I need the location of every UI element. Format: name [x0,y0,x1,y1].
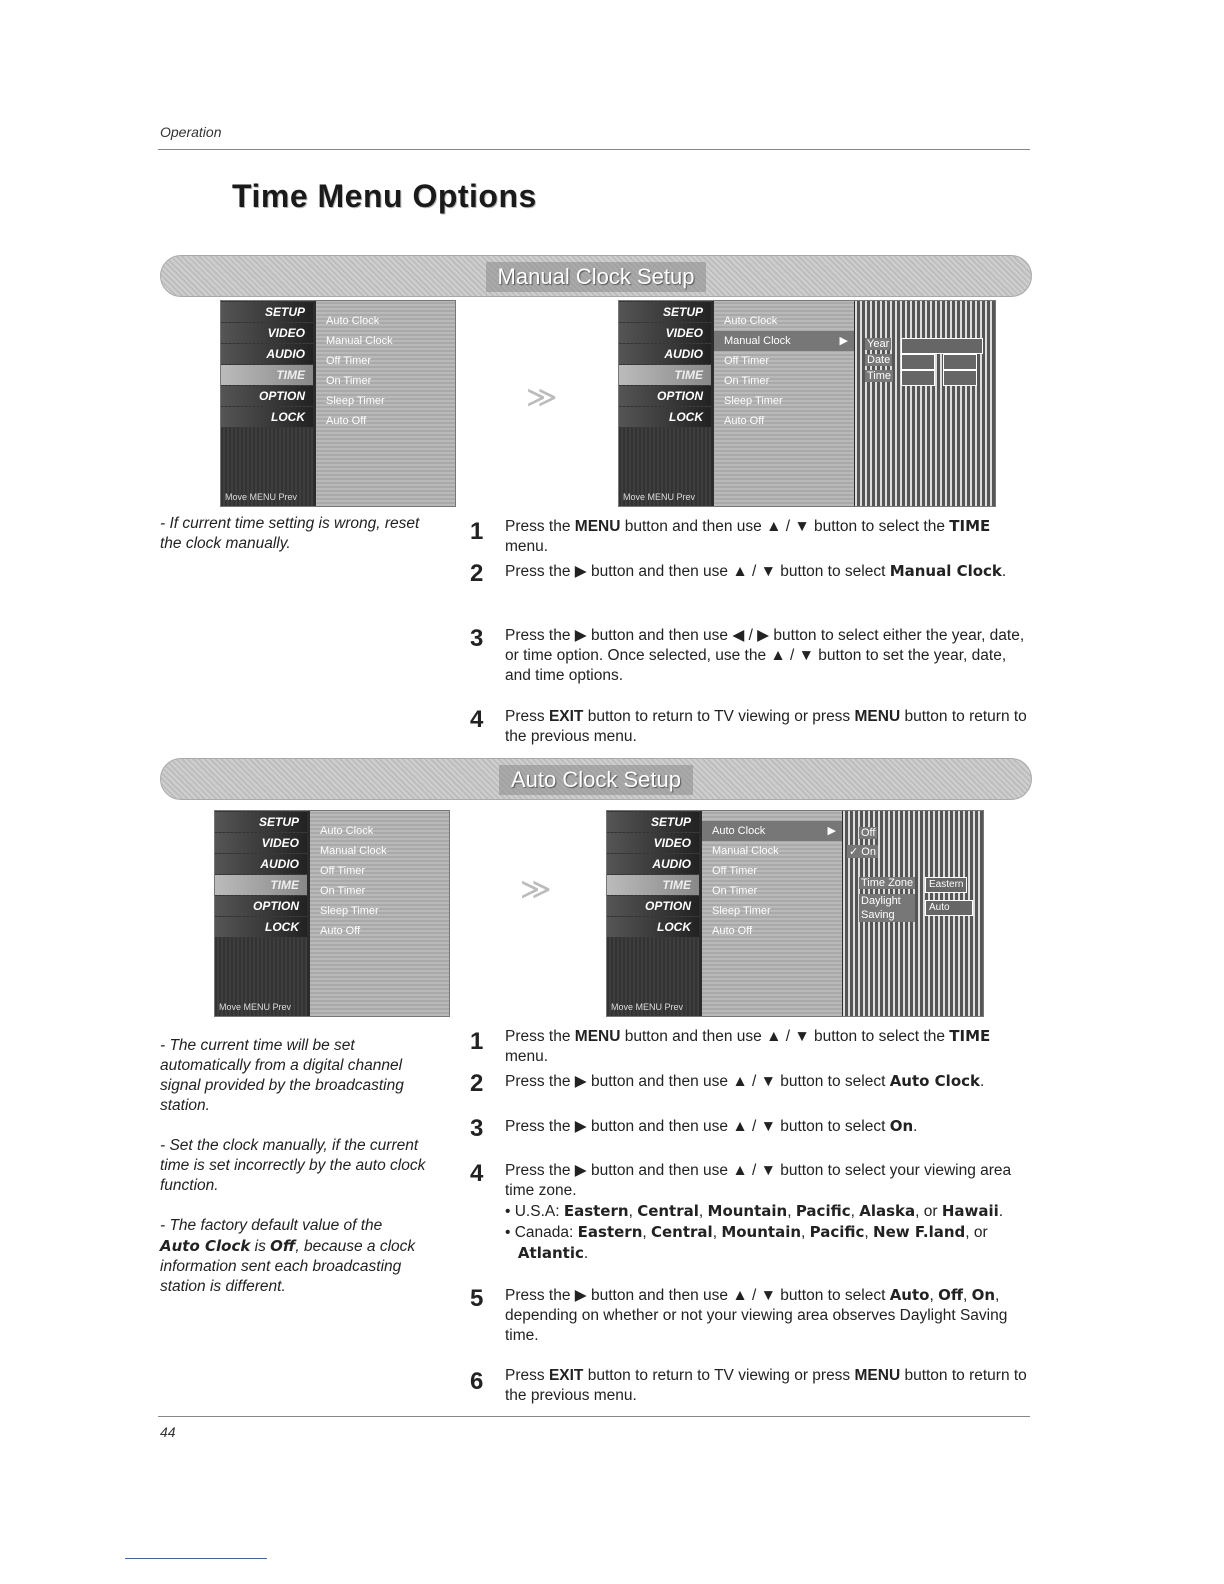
manual-step-1-num: 1 [470,518,484,545]
t: Press the ▶ button and then use ▲ / ▼ button to select [505,1073,890,1090]
osd-nav-video: VIDEO [607,833,699,853]
t: • U.S.A: [505,1203,564,1220]
manual-step-1 [505,516,1030,557]
osd-nav-audio: AUDIO [619,344,711,364]
t: Off [270,1237,296,1255]
osd-nav-video: VIDEO [221,323,313,343]
arrow-icon: ≫ [526,381,558,414]
osd-nav-time: TIME [221,365,313,385]
usa-zones: • U.S.A: Eastern, Central, Mountain, Pacific, Alaska, or Hawaii. [505,1202,1004,1220]
auto-step-5-num: 5 [470,1285,484,1312]
osd-menu-on-timer: On Timer [712,885,758,897]
submenu-off-option: Off [861,827,876,839]
osd-menu-manual-clock: Manual Clock [320,845,387,857]
t: Auto Clock [160,1237,251,1255]
t: Mountain [707,1202,788,1220]
t: Mountain [721,1223,802,1241]
submenu-arrow-icon: ▶ [839,335,848,347]
t: Central [651,1223,713,1241]
submenu-minute-field [943,370,977,386]
osd-menu-manual-clock: Manual Clock [326,335,393,347]
osd-menu-off-timer: Off Timer [712,865,758,877]
auto-note-3: - The factory default value of the Auto Clock is Off, because a clock information sent each broadcasting station is different. [160,1217,416,1295]
submenu-hour-field [901,370,935,386]
t: The factory default value of the [169,1217,383,1234]
osd-menu-manual-clock [714,331,854,351]
osd-nav-lock: LOCK [619,407,711,427]
t: Pacific [809,1223,865,1241]
t: , because a clock information sent each broadcasting station is different. [160,1238,416,1295]
osd-menu-auto-off: Auto Off [326,415,367,427]
auto-step-2 [505,1071,1030,1092]
manual-note-text: If current time setting is wrong, reset the clock manually. [160,515,420,552]
t: button to return to the previous menu. [505,708,1027,745]
manual-step-4-num: 4 [470,706,484,733]
auto-step-1-num: 1 [470,1028,484,1055]
osd-time-menu-auto [214,810,450,1017]
auto-clock-banner-text: Auto Clock Setup [499,765,693,795]
osd-menu-auto-clock: Auto Clock [724,315,778,327]
page-title: Time Menu Options [232,178,537,214]
osd-nav-setup: SETUP [221,302,313,322]
osd-nav-audio: AUDIO [221,344,313,364]
osd-menu-sleep-timer: Sleep Timer [326,395,385,407]
osd-nav-video: VIDEO [215,833,307,853]
auto-step-4 [505,1161,1030,1264]
t: Press the ▶ button and then use ▲ / ▼ button to select [505,1118,890,1135]
osd-nav-option: OPTION [221,386,313,406]
manual-step-3: Press the ▶ button and then use ◀ / ▶ button to select either the year, date, or time option. Once selected, use the ▲ / ▼ button to set the year, date, and time options. [505,627,1025,684]
auto-step-1 [505,1026,1030,1067]
auto-note-1: - The current time will be set automatically from a digital channel signal provided by the broadcasting station. [160,1037,404,1114]
t: Press the ▶ button and then use ▲ / ▼ button to select [505,1287,890,1304]
submenu-arrow-icon: ▶ [827,825,836,837]
t: Auto Clock [889,1072,980,1090]
arrow-icon: ≫ [520,873,552,906]
osd-menu-sleep-timer: Sleep Timer [712,905,771,917]
t: Central [637,1202,699,1220]
t: . [980,1073,985,1090]
t: Press [505,1367,549,1384]
osd-menu-off-timer: Off Timer [724,355,770,367]
osd-menu-sleep-timer: Sleep Timer [320,905,379,917]
t: EXIT [548,1367,584,1384]
submenu-month-field [901,354,935,370]
osd-nav-time: TIME [215,875,307,895]
osd-nav-lock: LOCK [221,407,313,427]
osd-menu-auto-clock: Auto Clock [326,315,380,327]
t: Press the [505,518,575,535]
manual-step-2 [505,561,1030,582]
osd-manual-clock-submenu [618,300,996,507]
footer-rule [125,1558,267,1559]
submenu-time-zone-value: Eastern [925,877,967,893]
t: . [1001,563,1007,580]
t: is [250,1238,271,1255]
manual-step-2-num: 2 [470,560,484,587]
osd-nav-setup: SETUP [607,812,699,832]
submenu-on-label: On [861,846,876,858]
t: . [913,1118,918,1135]
osd-submenu [855,301,996,506]
osd-menu-on-timer: On Timer [320,885,366,897]
osd-auto-clock-submenu [606,810,984,1017]
t: button and then use ▲ / ▼ button to select the [620,1028,950,1045]
osd-menu [714,301,854,506]
t: button to return to TV viewing or press [583,708,855,725]
auto-note-2: - Set the clock manually, if the current time is set incorrectly by the auto clock function. [160,1137,426,1194]
osd-menu-off-timer: Off Timer [326,355,372,367]
page-number: 44 [160,1424,176,1440]
t: Eastern [563,1202,629,1220]
t: button and then use ▲ / ▼ button to select the [620,518,950,535]
t: MENU [574,1028,621,1045]
osd-menu-off-timer: Off Timer [320,865,366,877]
header-divider [158,149,1030,150]
submenu-date-label: Date [867,354,891,366]
manual-step-4 [505,707,1030,747]
auto-step-6 [505,1366,1030,1406]
submenu-time-zone-label: Time Zone [861,877,914,889]
osd-hint: Move MENU Prev [611,1002,684,1012]
osd-submenu [843,811,984,1016]
osd-nav-audio: AUDIO [215,854,307,874]
osd-menu-manual-clock-label: Manual Clock [724,335,791,347]
osd-menu-sleep-timer: Sleep Timer [724,395,783,407]
footer-divider [158,1416,1030,1417]
osd-nav [215,811,307,1016]
osd-menu-auto-off: Auto Off [320,925,361,937]
osd-nav-setup: SETUP [619,302,711,322]
osd-menu-on-timer: On Timer [724,375,770,387]
osd-nav [221,301,313,506]
osd-nav [619,301,711,506]
t: New F.land [873,1223,966,1241]
t: MENU [854,1367,901,1384]
osd-time-menu-manual [220,300,456,507]
manual-step-3-num: 3 [470,625,484,652]
osd-nav-time: TIME [619,365,711,385]
t: • Canada: [505,1224,578,1241]
t: , or [915,1203,942,1220]
auto-step-3 [505,1116,1030,1137]
auto-note-1-text: The current time will be set automatically from a digital channel signal provided by the broadcasting station. [160,1037,404,1114]
t: Pacific [795,1202,851,1220]
t: Press [505,708,549,725]
auto-note-2-text: Set the clock manually, if the current time is set incorrectly by the auto clock function. [160,1137,426,1194]
osd-nav-lock: LOCK [607,917,699,937]
t: Alaska [859,1202,916,1220]
auto-step-4-text: Press the ▶ button and then use ▲ / ▼ button to select your viewing area time zone. [505,1162,1012,1199]
t: MENU [574,518,621,535]
osd-nav-video: VIDEO [619,323,711,343]
auto-step-5 [505,1285,1030,1346]
osd-hint: Move MENU Prev [219,1002,292,1012]
t: EXIT [548,708,584,725]
t: button to return to the previous menu. [505,1367,1027,1404]
t: Eastern [577,1223,643,1241]
auto-step-2-num: 2 [470,1070,484,1097]
auto-step-4-num: 4 [470,1160,484,1187]
submenu-year-label: Year [867,338,890,350]
osd-menu-auto-clock: Auto Clock [320,825,374,837]
t: , [962,1287,972,1304]
osd-menu-auto-off: Auto Off [724,415,765,427]
t: Hawaii [941,1202,999,1220]
osd-nav-option: OPTION [619,386,711,406]
submenu-on-option: ✓ On [849,846,876,858]
submenu-day-field [943,354,977,370]
t: TIME [949,517,991,535]
t: button to return to TV viewing or press [583,1367,855,1384]
auto-step-6-num: 6 [470,1368,484,1395]
section-label: Operation [160,124,222,140]
osd-menu-auto-clock [702,821,842,841]
t: Manual Clock [889,562,1002,580]
t: Off [938,1286,963,1304]
t: menu. [505,538,549,555]
osd-nav-setup: SETUP [215,812,307,832]
osd-nav-option: OPTION [215,896,307,916]
submenu-year-field [901,338,983,354]
t: Atlantic [517,1244,584,1262]
t: Auto [889,1286,930,1304]
osd-hint: Move MENU Prev [225,492,298,502]
osd-nav-lock: LOCK [215,917,307,937]
t: MENU [854,708,901,725]
t: On [889,1117,914,1135]
manual-clock-banner [160,255,1032,297]
submenu-daylight-saving-label: Daylight Saving [859,894,915,922]
submenu-time-label: Time [867,370,892,382]
osd-menu [316,301,456,506]
osd-nav-option: OPTION [607,896,699,916]
osd-nav-audio: AUDIO [607,854,699,874]
osd-hint: Move MENU Prev [623,492,696,502]
osd-menu-on-timer: On Timer [326,375,372,387]
t: , or [965,1224,988,1241]
canada-zones: • Canada: Eastern, Central, Mountain, Pacific, New F.land, or Atlantic. [505,1223,988,1262]
t: , [929,1287,939,1304]
manual-note: - If current time setting is wrong, reset the clock manually. [160,515,420,552]
t: On [971,1286,996,1304]
osd-nav [607,811,699,1016]
auto-clock-banner [160,758,1032,800]
osd-menu [310,811,450,1016]
t: Press the ▶ button and then use ▲ / ▼ button to select [505,563,890,580]
osd-menu-manual-clock: Manual Clock [712,845,779,857]
t: Press the [505,1028,575,1045]
osd-menu [702,811,842,1016]
osd-nav-time: TIME [607,875,699,895]
auto-step-3-num: 3 [470,1115,484,1142]
manual-clock-banner-text: Manual Clock Setup [486,262,707,292]
submenu-daylight-saving-value: Auto [925,900,973,916]
t: TIME [949,1027,991,1045]
t: , depending on whether or not your viewing area observes Daylight Saving time. [505,1287,1008,1344]
osd-menu-auto-clock-label: Auto Clock [712,825,766,837]
t: menu. [505,1048,549,1065]
osd-menu-auto-off: Auto Off [712,925,753,937]
